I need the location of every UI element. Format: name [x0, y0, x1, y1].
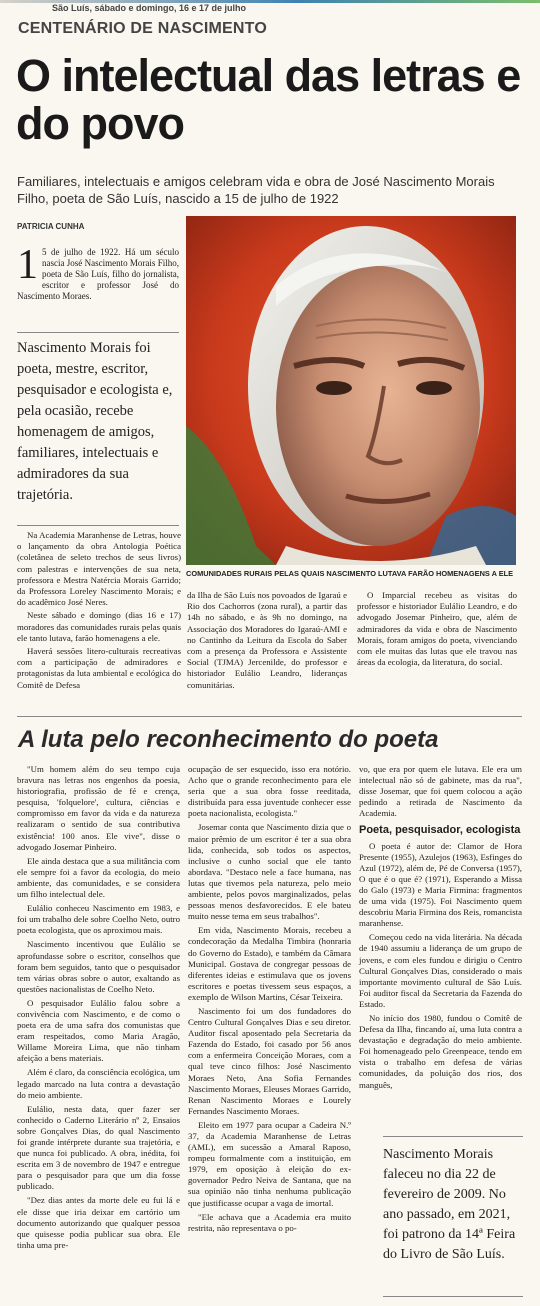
- pullquote-bottom: Nascimento Morais faleceu no dia 22 de fevereiro de 2009. No ano passado, em 2021, foi patrono da 14ª Feira do Livro de São Luís.: [383, 1147, 516, 1262]
- headline: O intelectual das letras e do povo: [16, 50, 521, 149]
- divider: [17, 525, 179, 526]
- section-divider: [17, 716, 522, 717]
- paragraph: "Um homem além do seu tempo cuja bravura nas letras nos engenhos da poesia, historiografia, profissão de fé e crença, pesquisa, 'folquelore', cultura, ciências e compromisso em favor da vida e da natureza realizaram o sentido de sua contributiva existência! 100 anos. Ele vive", disse o advogado Josemar Pinheiro.: [17, 764, 180, 852]
- paragraph: "Dez dias antes da morte dele eu fui lá e ele disse que iria deixar em cartório um documento autorizando que qualquer pessoa que quisesse podia publicar sua obra. Ele tinha uma pre-: [17, 1195, 180, 1250]
- paragraph: ocupação de ser esquecido, isso era notório. Acho que o grande reconhecimento para ele seria que a sua obra fosse reeditada, distribuída para essa juventude conhecer esse poeta nacionalista, ecologista.": [188, 764, 351, 819]
- paragraph: Em vida, Nascimento Morais, recebeu a condecoração da Medalha Timbira (honraria do Governo do Estado), e também da Câmara Municipal. Gostava de congregar pessoas de diferentes ideias e estimulava que os jovens escritores e poetas tivessem seus espaços, a exemplo de Wilson Martins, César Teixeira.: [188, 925, 351, 1002]
- divider: [383, 1296, 523, 1297]
- section-title: A luta pelo reconhecimento do poeta: [18, 726, 439, 753]
- paragraph: O Imparcial recebeu as visitas do professor e historiador Eulálio Leandro, e do advogado Josemar Pinheiro, que, além de admiradores da vida e obra de Nascimento Morais, foram amigos do poeta, vivenciando com ele muitas das lutas que ele travou nas áreas da ecologia, da literatura, do social.: [357, 590, 517, 668]
- paragraph: Josemar conta que Nascimento dizia que o maior prêmio de um escritor é ter a sua obra lida, conhecida, sob todos os aspectos, inclusive o cunho social que ele tanto abordava. "Destaco nele a face humana, nas lutas que tivemos pela natureza, pelo meio ambiente, pelos povos marginalizados, pelas pessoas menos desfavorecidos. E ele bateu muito nesse tema em seus trabalhos".: [188, 822, 351, 922]
- upper-column-2: [187, 590, 347, 693]
- lower-column-3: [359, 764, 522, 1094]
- divider: [383, 1136, 523, 1137]
- paragraph: O pesquisador Eulálio falou sobre a convivência com Nascimento, e de como o poeta era de uma safra dos comunistas que eram respeitados, como Maria Aragão, Willame Moreira Lima, que não tinham afeição a bens materiais.: [17, 997, 180, 1064]
- lower-column-2: [188, 764, 351, 1237]
- dropcap: 1: [17, 242, 38, 288]
- paragraph: Além é claro, da consciência ecológica, um legado marcado na luta contra a devastação do meio ambiente.: [17, 1067, 180, 1100]
- paragraph: O poeta é autor de: Clamor de Hora Presente (1955), Azulejos (1963), Esfinges do Azul (1972), além de, Pé de Conversa (1957), O que é o que é? (1971), Esperando a Missa do Galo (1973) e Maria Firmina: fragmentos de uma vida (1975). Foi Nascimento quem descobriu Maria Firmina dos Reis, romancista maranhense.: [359, 840, 522, 929]
- pullquote-top: Nascimento Morais foi poeta, mestre, escritor, pesquisador e ecologista e, pela ocasião, recebe homenagem de amigos, familiares, intelectuais e admiradores da sua trajetória.: [17, 340, 173, 503]
- paragraph: Ele ainda destaca que a sua militância com ele sempre foi a favor da ecologia, do meio ambiente, das comunidades, e se considera um filho intelectual dele.: [17, 855, 180, 900]
- paragraph: Na Academia Maranhense de Letras, houve o lançamento da obra Antologia Poética (coletânea de seleto trechos de seus livros) com palestras e intervenções de sua neta, professora e Mestra Natércia Morais Garrido; da Professora Loreley Nascimento Morais; e do acadêmico José Neres.: [17, 530, 181, 608]
- deck: Familiares, intelectuais e amigos celebram vida e obra de José Nascimento Morais Filho, poeta de São Luís, nascido a 15 de julho de 1922: [17, 174, 495, 206]
- upper-column-3: [357, 590, 517, 670]
- dateline-bar: [0, 0, 540, 14]
- paragraph: Nascimento incentivou que Eulálio se aprofundasse sobre o escritor, conselhos que foram bem seguidos, tanto que o pesquisador tem várias obras sobre o autor, exaltando as questões nacionalistas de Coelho Neto.: [17, 939, 180, 994]
- subhead: Poeta, pesquisador, ecologista: [359, 824, 521, 837]
- paragraph: Começou cedo na vida literária. Na década de 1940 assumiu a liderança de um grupo de jovens, e com eles fundou e dirigiu o Centro Cultural Gonçalves Dias, considerado o mais importante movimento cultural de São Luís. Foi auditor fiscal da Secretaria da Fazenda do Estado.: [359, 932, 522, 1009]
- portrait-photo: [186, 216, 516, 565]
- byline: PATRICIA CUNHA: [17, 222, 85, 231]
- dateline-text: São Luís, sábado e domingo, 16 e 17 de julho: [52, 3, 247, 13]
- paragraph: Eulálio, nesta data, quer fazer ser conhecido o Caderno Literário nº 2, Ensaios sobre Gonçalves Dias, do qual Nascimento foi grande intérprete durante sua trajetória, e que nunca foi publicado. A obra, inédita, foi escrita em 3 de novembro de 1947 e entregue para o pesquisador para que um dia fosse publicado.: [17, 1103, 180, 1192]
- divider: [17, 332, 179, 333]
- kicker: CENTENÁRIO DE NASCIMENTO: [18, 20, 267, 37]
- paragraph: da Ilha de São Luís nos povoados de Igaraú e Rio dos Cachorros (zona rural), a partir das 14h no sábado, e às 9h no domingo, na Associação dos Moradores do Igaraú-AMI e no Cantinho da Leitura da Escola do Saber com a presença da Professora e Assistente Social (TJMA) Jercenilde, do professor e historiador Eulálio Leandro, lideranças comunitárias.: [187, 590, 347, 690]
- paragraph: Neste sábado e domingo (dias 16 e 17) moradores das comunidades rurais pelas quais ele tanto lutava, farão homenagens a ele.: [17, 610, 181, 643]
- upper-column-1: [17, 530, 181, 693]
- lead-paragraph: [17, 242, 179, 302]
- paragraph: vo, que era por quem ele lutava. Ele era um intelectual não só de gabinete, mas da rua", disse Josemar, que foi quem colocou a ação pedindo a retirada de Nascimento da Academia.: [359, 764, 522, 819]
- paragraph: Nascimento foi um dos fundadores do Centro Cultural Gonçalves Dias e seu diretor. Auditor fiscal aposentado pela Secretaria da Fazenda do Estado, foi casado por 56 anos com a enfermeira Conceição Moraes, com a qual teve cinco filhos: José Nascimento Moraes Neto, Ana Sofia Fernandes Nascimento Moraes, Eleuses Moraes Garrido, Renan Nascimento Moraes e Lourely Fernandes Nascimento Moraes.: [188, 1005, 351, 1116]
- paragraph: No início dos 1980, fundou o Comitê de Defesa da Ilha, fincando aí, uma luta contra a devastação e degradação do meio ambiente. Foi homenageado pelo Greenpeace, tendo em vista o trabalho em defesa de várias comunidades, da poluição dos rios, dos manguês,: [359, 1012, 522, 1090]
- photo-caption: COMUNIDADES RURAIS PELAS QUAIS NASCIMENTO LUTAVA FARÃO HOMENAGENS A ELE: [186, 569, 514, 578]
- paragraph: Haverá sessões litero-culturais recreativas com a participação de admiradores e protagonistas da luta ambiental e ecológica do Comitê de Defesa: [17, 646, 181, 690]
- paragraph: Eulálio conheceu Nascimento em 1983, e foi um trabalho dele sobre Coelho Neto, outro poeta ecologista, que os aproximou mais.: [17, 903, 180, 936]
- lead-text: 5 de julho de 1922. Há um século nascia José Nascimento Morais Filho, poeta de São Luís, filho do jornalista, escritor e professor José do Nascimento Moraes.: [17, 247, 179, 301]
- lower-column-1: [17, 764, 180, 1254]
- paragraph: "Ele achava que a Academia era muito restrita, não representava o po-: [188, 1211, 351, 1233]
- paragraph: Eleito em 1977 para ocupar a Cadeira N.º 37, da Academia Maranhense de Letras (AML), em sucessão a Amaral Raposo, rompeu formalmente com a instituição, em 1979, em oposição à eleição do ex-governador Pedro Neiva de Santana, que na sua opinião não tinha nenhuma publicação que justificasse ocupar a vaga de imortal.: [188, 1119, 351, 1208]
